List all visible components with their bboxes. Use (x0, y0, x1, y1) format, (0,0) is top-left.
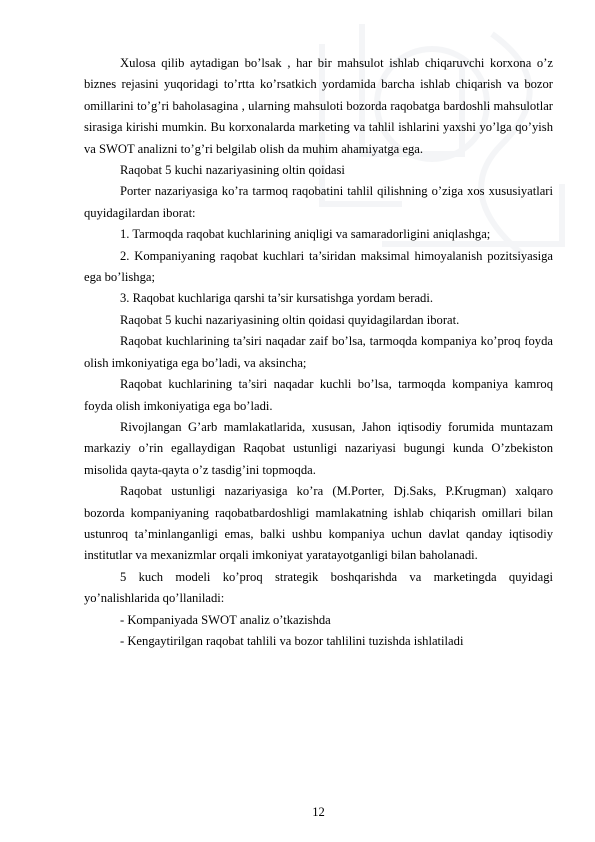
paragraph-weak-forces: Raqobat kuchlarining ta’siri naqadar zaif bo’lsa, tarmoqda kompaniya ko’proq foyda olish imkoniyatiga ega bo’ladi, va aksincha; (84, 334, 553, 370)
paragraph-competitive-advantage: Raqobat ustunligi nazariyasiga ko’ra (M.Porter, Dj.Saks, P.Krugman) xalqaro bozorda kompaniyaning raqobatbardoshligi mamlakatning ishlab chiqarish omillari bilan ustunroq ta’minlanganligi emas, balki ushbu kompaniya uchun davlat qanday iqtisodiy institutlar va mexanizmlar orqali imkoniyat yaratayotganligi bilan baholanadi. (84, 484, 553, 563)
page-number: 12 (312, 805, 325, 819)
paragraph-strong-forces: Raqobat kuchlarining ta’siri naqadar kuchli bo’lsa, tarmoqda kompaniya kamroq foyda olish imkoniyatiga ega bo’ladi. (84, 377, 553, 413)
list-item-2: 2. Kompaniyaning raqobat kuchlari ta’siridan maksimal himoyalanish pozitsiyasiga ega bo’lishga; (84, 248, 553, 285)
paragraph-golden-rule-heading: Raqobat 5 kuchi nazariyasining oltin qoidasi (120, 163, 345, 178)
list-item-3: 3. Raqobat kuchlariga qarshi ta’sir kursatishga yordam beradi. (120, 291, 434, 306)
document-body (84, 53, 553, 652)
paragraph-western-countries: Rivojlangan G’arb mamlakatlarida, xususan, Jahon iqtisodiy forumida muntazam markaziy o’rin egallaydigan Raqobat ustunligi nazariyasi bugungi kunda O’zbekiston misolida qayta-qayta o’z tasdig’ini topmoqda. (84, 419, 553, 477)
bullet-extended-analysis: - Kengaytirilgan raqobat tahlili va bozor tahlilini tuzishda ishlatiladi (120, 633, 464, 648)
paragraph-summary: Xulosa qilib aytadigan bo’lsak , har bir mahsulot ishlab chiqaruvchi korxona o’z biznes rejasini yuqoridagi to’rtta ko’rsatkich yordamida barcha ishlab chiqarish va bozor omillarini to’g’ri baholasagina , ularning mahsuloti bozorda raqobatga bardoshli mahsulotlar sirasiga kirishi mumkin. Bu korxonalarda marketing va tahlil ishlarini yaxshi yo’lga qo’yish va SWOT analizni to’g’ri belgilab olish da muhim ahamiyatga ega. (84, 56, 553, 156)
list-item-1: 1. Tarmoqda raqobat kuchlarining aniqligi va samaradorligini aniqlashga; (120, 227, 491, 242)
bullet-swot: - Kompaniyada SWOT analiz o’tkazishda (120, 612, 331, 627)
paragraph-golden-rule-intro: Raqobat 5 kuchi nazariyasining oltin qoidasi quyidagilardan iborat. (120, 312, 460, 327)
paragraph-five-forces-usage: 5 kuch modeli ko’proq strategik boshqarishda va marketingda quyidagi yo’nalishlarida qo’llaniladi: (84, 569, 553, 606)
paragraph-porter-intro: Porter nazariyasiga ko’ra tarmoq raqobatini tahlil qilishning o’ziga xos xususiyatlari quyidagilardan iborat: (84, 184, 553, 220)
